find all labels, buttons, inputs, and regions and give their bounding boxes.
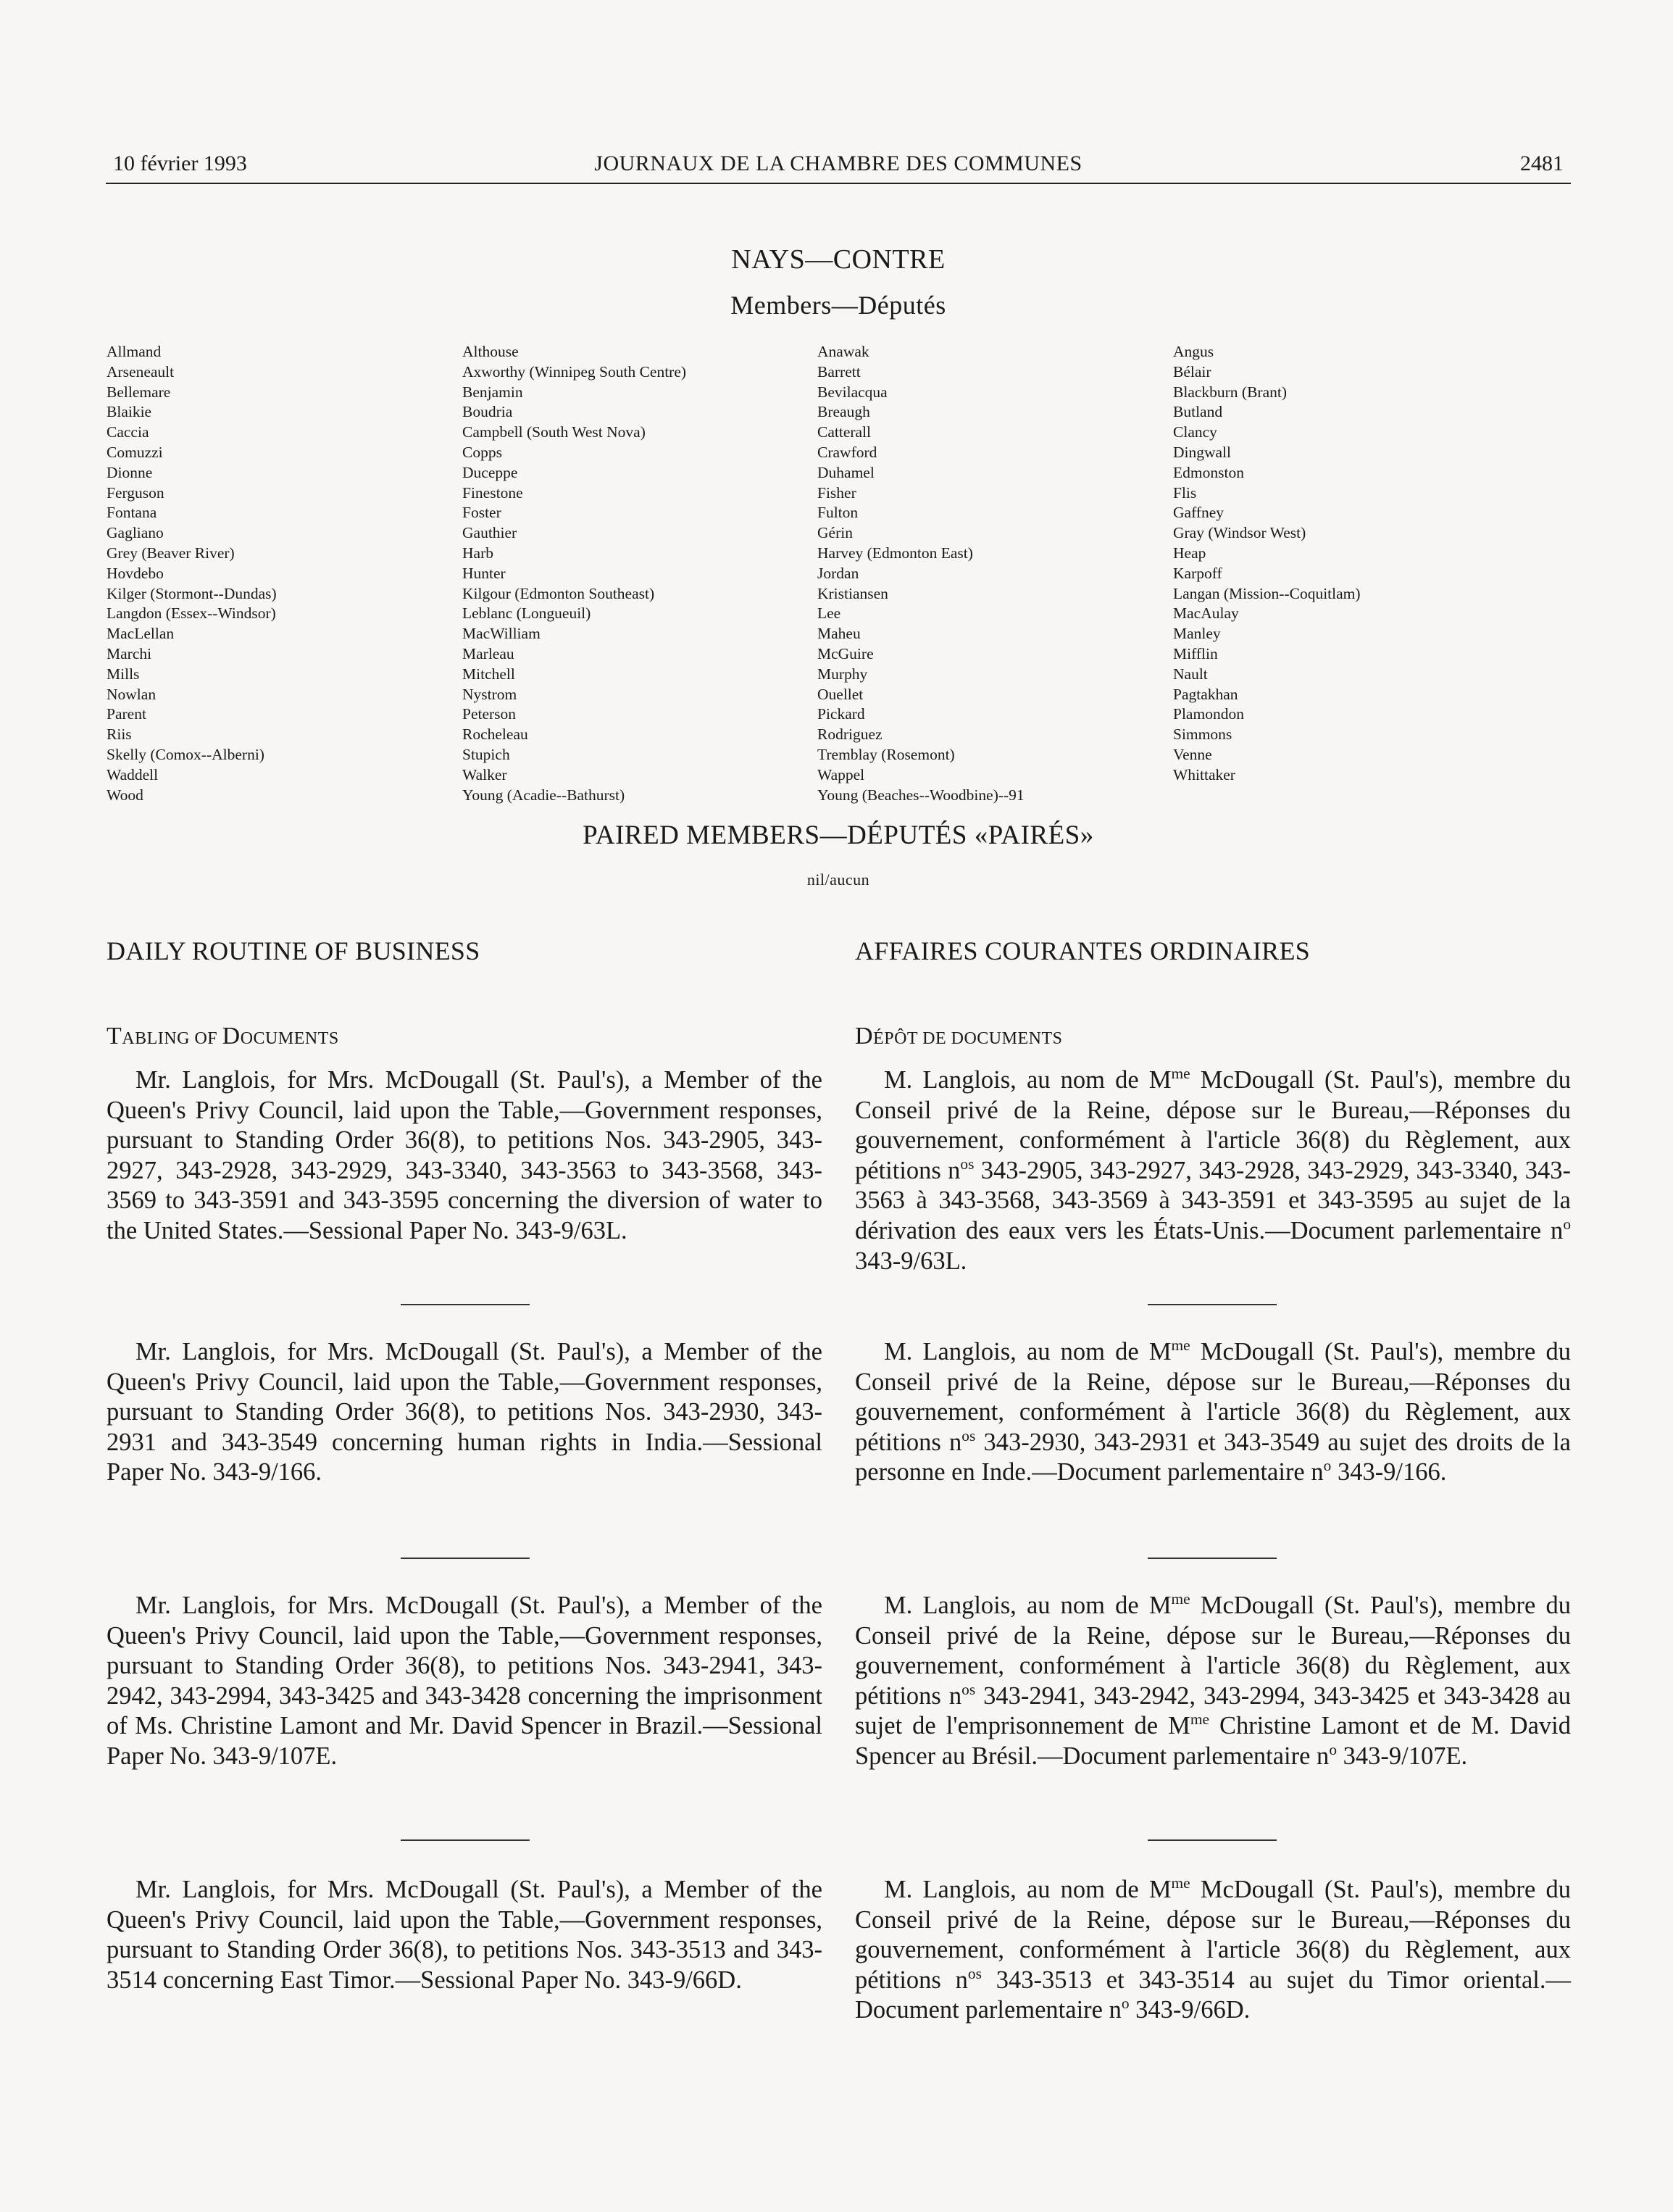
paragraph-fr-2	[855, 1337, 1571, 1488]
text-run: McDougall (St. Paul's), membre du Conseil privé de la Reine, dépose sur le Bureau,—Réponses du gouvernement, conformément à l'article 36(8) du Règlement, aux pétitions n	[855, 1876, 1572, 1994]
member-name: Leblanc (Longueuil)	[462, 604, 591, 623]
section-title-en: DAILY ROUTINE OF BUSINESS	[107, 936, 480, 965]
member-name: Barrett	[817, 362, 861, 381]
member-name: Bevilacqua	[817, 383, 888, 401]
member-name: Gaffney	[1173, 504, 1224, 522]
member-name: Dionne	[107, 463, 153, 481]
superscript: me	[1171, 1874, 1190, 1892]
member-name: MacWilliam	[462, 625, 541, 643]
member-name: Plamondon	[1173, 705, 1244, 723]
member-name: Young (Beaches--Woodbine)--91	[817, 786, 1025, 804]
members-subtitle: Members—Députés	[730, 291, 946, 320]
superscript: me	[1171, 1065, 1190, 1083]
subsection-text-abling: ABLING OF	[122, 1029, 222, 1048]
paragraph-en-1: Mr. Langlois, for Mrs. McDougall (St. Paul's), a Member of the Queen's Privy Council, laid upon the Table,—Government responses, pursuant to Standing Order 36(8), to petitions Nos. 343-2905, 343-2927, 343-2928, 343-2929, 343-3340, 343-3563 to 343-3568, 343-3569 to 343-3591 and 343-3595 concerning the diversion of water to the United States.—Sessional Paper No. 343-9/63L.	[107, 1066, 822, 1244]
member-name: Clancy	[1173, 423, 1217, 441]
member-name: Duhamel	[817, 463, 875, 481]
member-name: Gauthier	[462, 524, 517, 542]
member-name: McGuire	[817, 644, 874, 662]
subsection-initial-t: T	[107, 1023, 122, 1049]
member-name: Finestone	[462, 483, 523, 502]
member-name: Parent	[107, 705, 146, 723]
member-name: Mitchell	[462, 665, 515, 683]
paired-members-title: PAIRED MEMBERS—DÉPUTÉS «PAIRÉS»	[583, 820, 1094, 850]
member-name: Jordan	[817, 564, 859, 582]
member-name: Hovdebo	[107, 564, 164, 582]
member-name: Gray (Windsor West)	[1173, 524, 1306, 542]
paragraph-en-4: Mr. Langlois, for Mrs. McDougall (St. Paul's), a Member of the Queen's Privy Council, laid upon the Table,—Government responses, pursuant to Standing Order 36(8), to petitions Nos. 343-3513 and 343-3514 concerning East Timor.—Sessional Paper No. 343-9/66D.	[107, 1876, 822, 1994]
member-name: Angus	[1173, 343, 1214, 360]
member-name: Bellemare	[107, 383, 171, 401]
member-name: Simmons	[1173, 725, 1232, 744]
member-name: Peterson	[462, 705, 517, 723]
superscript: o	[1563, 1215, 1571, 1234]
member-name: Pickard	[817, 705, 865, 723]
member-name: Venne	[1173, 745, 1212, 763]
member-name: Blaikie	[107, 403, 152, 421]
member-name: Fontana	[107, 504, 157, 522]
paragraph-fr-3	[855, 1591, 1571, 1772]
member-name: Waddell	[107, 765, 159, 783]
page-number: 2481	[1520, 151, 1564, 175]
subsection-initial-d-fr: D	[855, 1023, 874, 1049]
member-name: Rocheleau	[462, 725, 528, 744]
member-name: Kristiansen	[817, 584, 888, 602]
member-name: Kilger (Stormont--Dundas)	[107, 584, 277, 602]
separator-rule	[1148, 1839, 1277, 1841]
separator-rule	[1148, 1304, 1277, 1305]
member-name: Nystrom	[462, 685, 517, 703]
member-name: MacAulay	[1173, 604, 1239, 623]
member-name: Duceppe	[462, 463, 518, 481]
member-name: Manley	[1173, 625, 1221, 643]
subsection-text-epot: ÉPÔT DE DOCUMENTS	[873, 1029, 1063, 1048]
text-run: 343-9/166.	[1331, 1458, 1447, 1487]
members-column-2	[462, 342, 810, 805]
member-name: Wood	[107, 786, 143, 804]
member-name: Butland	[1173, 403, 1223, 421]
superscript: o	[1329, 1741, 1337, 1759]
paired-members-value: nil/aucun	[806, 870, 870, 889]
paragraph-fr-1	[855, 1065, 1571, 1276]
text-run: McDougall (St. Paul's), membre du Conseil privé de la Reine, dépose sur le Bureau,—Réponses du gouvernement, conformément à l'article 36(8) du Règlement, aux pétitions n	[855, 1338, 1572, 1456]
text-run: 343-3513 et 343-3514 au sujet du Timor oriental.—Document parlementaire n	[855, 1966, 1571, 2024]
text-run: M. Langlois, au nom de M	[884, 1876, 1172, 1903]
member-name: Karpoff	[1173, 564, 1222, 582]
superscript: os	[961, 1680, 976, 1698]
text-run: 343-9/107E.	[1337, 1742, 1468, 1770]
member-name: Gagliano	[107, 524, 164, 542]
member-name: Comuzzi	[107, 443, 163, 461]
subsection-initial-d: D	[222, 1023, 241, 1049]
separator-rule	[401, 1839, 530, 1841]
member-name: Althouse	[462, 343, 519, 360]
superscript: me	[1190, 1710, 1209, 1729]
member-name: Harb	[462, 544, 493, 562]
subsection-text-ocuments: OCUMENTS	[240, 1029, 339, 1048]
subsection-title-fr	[855, 1023, 1062, 1050]
text-run: M. Langlois, au nom de M	[884, 1066, 1172, 1094]
member-name: Gérin	[817, 524, 853, 542]
member-name: Maheu	[817, 625, 861, 643]
member-name: Wappel	[817, 765, 865, 783]
member-name: Nault	[1173, 665, 1208, 683]
member-name: Mills	[107, 665, 140, 683]
members-column-4	[1173, 342, 1521, 786]
member-name: Arseneault	[107, 362, 175, 381]
member-name: Langdon (Essex--Windsor)	[107, 604, 276, 623]
member-name: Nowlan	[107, 685, 157, 703]
paragraph-fr-4	[855, 1875, 1571, 2026]
member-name: Rodriguez	[817, 725, 883, 744]
member-name: Hunter	[462, 564, 506, 582]
member-name: Harvey (Edmonton East)	[817, 544, 973, 562]
member-name: Crawford	[817, 443, 877, 461]
superscript: os	[967, 1964, 982, 1982]
header-title: JOURNAUX DE LA CHAMBRE DES COMMUNES	[594, 151, 1082, 175]
running-header	[106, 148, 1571, 184]
members-column-1	[107, 342, 454, 805]
member-name: Campbell (South West Nova)	[462, 423, 646, 441]
text-run: M. Langlois, au nom de M	[884, 1338, 1172, 1365]
member-name: Stupich	[462, 745, 510, 763]
member-name: Marleau	[462, 644, 514, 662]
member-name: Anawak	[817, 343, 869, 360]
paragraph-en-3: Mr. Langlois, for Mrs. McDougall (St. Paul's), a Member of the Queen's Privy Council, laid upon the Table,—Government responses, pursuant to Standing Order 36(8), to petitions Nos. 343-2941, 343-2942, 343-2994, 343-3425 and 343-3428 concerning the imprisonment of Ms. Christine Lamont and Mr. David Spencer in Brazil.—Sessional Paper No. 343-9/107E.	[107, 1592, 822, 1770]
member-name: Edmonston	[1173, 463, 1244, 481]
text-run: Christine Lamont et de M. David Spencer au Brésil.—Document parlementaire n	[855, 1712, 1571, 1770]
text-run: M. Langlois, au nom de M	[884, 1592, 1172, 1619]
text-run: 343-9/66D.	[1129, 1996, 1251, 2024]
member-name: Tremblay (Rosemont)	[817, 745, 955, 763]
member-name: Riis	[107, 725, 132, 744]
text-run: 343-2941, 343-2942, 343-2994, 343-3425 et 343-3428 au sujet de l'emprisonnement de M	[855, 1681, 1571, 1740]
member-name: Walker	[462, 765, 507, 783]
member-name: Flis	[1173, 483, 1197, 502]
member-name: Dingwall	[1173, 443, 1232, 461]
paragraph-en-2: Mr. Langlois, for Mrs. McDougall (St. Paul's), a Member of the Queen's Privy Council, laid upon the Table,—Government responses, pursuant to Standing Order 36(8), to petitions Nos. 343-2930, 343-2931 and 343-3549 concerning human rights in India.—Sessional Paper No. 343-9/166.	[107, 1338, 822, 1487]
text-run: 343-2930, 343-2931 et 343-3549 au sujet des droits de la personne en Inde.—Document parlementaire n	[855, 1428, 1571, 1487]
member-name: Benjamin	[462, 383, 523, 401]
member-name: Foster	[462, 504, 501, 522]
text-run: McDougall (St. Paul's), membre du Conseil privé de la Reine, dépose sur le Bureau,—Réponses du gouvernement, conformément à l'article 36(8) du Règlement, aux pétitions n	[855, 1592, 1572, 1710]
member-name: Grey (Beaver River)	[107, 544, 235, 562]
member-name: Catterall	[817, 423, 872, 441]
member-name: Young (Acadie--Bathurst)	[462, 786, 625, 804]
member-name: Mifflin	[1173, 644, 1218, 662]
member-name: Heap	[1173, 544, 1206, 562]
member-name: Caccia	[107, 423, 149, 441]
superscript: me	[1171, 1590, 1190, 1608]
member-name: Skelly (Comox--Alberni)	[107, 745, 264, 763]
separator-rule	[401, 1304, 530, 1305]
text-run: 343-2905, 343-2927, 343-2928, 343-2929, 343-3340, 343-3563 à 343-3568, 343-3569 à 343-3591 et 343-3595 au sujet de la dérivation des eaux vers les États-Unis.—Document parlementaire n	[855, 1156, 1571, 1244]
member-name: MacLellan	[107, 625, 175, 643]
member-name: Blackburn (Brant)	[1173, 383, 1288, 401]
member-name: Axworthy (Winnipeg South Centre)	[462, 362, 687, 381]
member-name: Fulton	[817, 504, 859, 522]
member-name: Whittaker	[1173, 765, 1235, 783]
member-name: Ferguson	[107, 483, 164, 502]
member-name: Bélair	[1173, 362, 1211, 381]
member-name: Ouellet	[817, 685, 864, 703]
member-name: Murphy	[817, 665, 868, 683]
subsection-title-en	[107, 1023, 339, 1050]
separator-rule	[401, 1558, 530, 1559]
separator-rule	[1148, 1558, 1277, 1559]
member-name: Breaugh	[817, 403, 870, 421]
nays-title: NAYS—CONTRE	[731, 244, 946, 275]
member-name: Copps	[462, 443, 502, 461]
member-name: Marchi	[107, 644, 152, 662]
member-name: Fisher	[817, 483, 856, 502]
superscript: o	[1121, 1995, 1130, 2013]
member-name: Lee	[817, 604, 841, 623]
superscript: o	[1323, 1457, 1332, 1475]
member-name: Langan (Mission--Coquitlam)	[1173, 584, 1361, 602]
superscript: os	[960, 1155, 975, 1173]
superscript: me	[1171, 1336, 1190, 1355]
text-run: 343-9/63L.	[855, 1247, 967, 1275]
superscript: os	[961, 1426, 976, 1444]
members-column-3	[817, 342, 1165, 805]
member-name: Kilgour (Edmonton Southeast)	[462, 584, 655, 602]
member-name: Pagtakhan	[1173, 685, 1238, 703]
member-name: Boudria	[462, 403, 513, 421]
member-name: Allmand	[107, 343, 162, 360]
header-date: 10 février 1993	[113, 151, 247, 175]
section-title-fr: AFFAIRES COURANTES ORDINAIRES	[855, 936, 1311, 965]
text-run: McDougall (St. Paul's), membre du Conseil privé de la Reine, dépose sur le Bureau,—Réponses du gouvernement, conformément à l'article 36(8) du Règlement, aux pétitions n	[855, 1066, 1572, 1184]
